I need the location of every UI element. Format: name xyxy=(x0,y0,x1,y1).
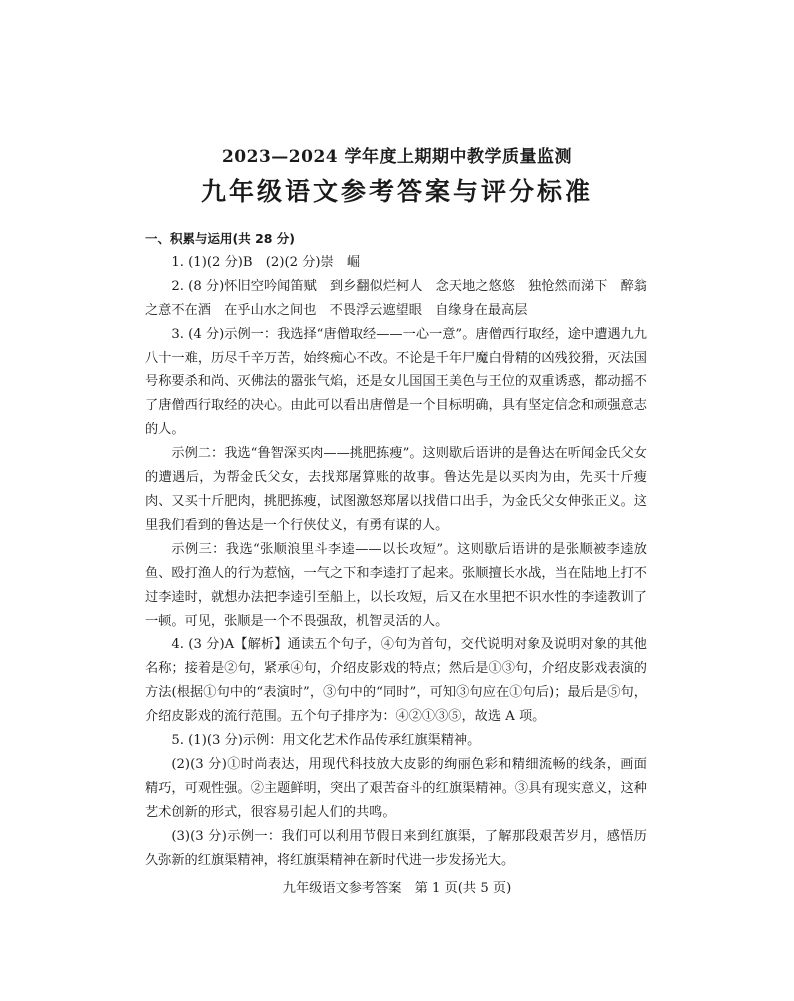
page-footer: 九年级语文参考答案 第 1 页(共 5 页) xyxy=(282,881,512,896)
answer-q5-2: (2)(3 分)①时尚表达，用现代科技放大皮影的绚丽色彩和精细流畅的线条，画面精巧，可观性强。②主题鲜明，突出了艰苦奋斗的红旗渠精神。③具有现实意义，这种艺术创新的形式，很容易引起人们的共鸣。 xyxy=(145,756,647,820)
answer-q1: 1. (1)(2 分)B (2)(2 分)崇 崛 xyxy=(171,254,361,270)
answer-body xyxy=(145,227,647,872)
answer-q5-3: (3)(3 分)示例一：我们可以利用节假日来到红旗渠，了解那段艰苦岁月，感悟历久弥新的红旗渠精神，将红旗渠精神在新时代进一步发扬光大。 xyxy=(145,828,647,868)
document-title: 九年级语文参考答案与评分标准 xyxy=(200,177,593,206)
section-heading: 一、积累与运用(共 28 分) xyxy=(145,231,296,246)
answer-q5-1: 5. (1)(3 分)示例：用文化艺术作品传承红旗渠精神。 xyxy=(171,733,481,749)
answer-q2: 2. (8 分)怀旧空吟闻笛赋 到乡翻似烂柯人 念天地之悠悠 独怆然而涕下 醉翁之意不在酒 在乎山水之间也 不畏浮云遮望眼 自缘身在最高层 xyxy=(145,278,647,318)
answer-q4: 4. (3 分)A【解析】通读五个句子，④句为首句，交代说明对象及说明对象的其他名称；接着是②句，紧承④句，介绍皮影戏的特点；然后是①③句，介绍皮影戏表演的方法(根据①句中的“表演时”，③句中的“同时”，可知③句应在①句后)；最后是⑤句，介绍皮影戏的流行范围。五个句子排序为：④②①③⑤，故选 A 项。 xyxy=(145,637,647,725)
answer-q3-example2: 示例二：我选“鲁智深买肉——挑肥拣瘦”。这则歇后语讲的是鲁达在听闻金氏父女的遭遇后，为帮金氏父女，去找郑屠算账的故事。鲁达先是以买肉为由，先买十斤瘦肉、又买十斤肥肉，挑肥拣瘦，试图激怒郑屠以找借口出手，为金氏父女伸张正义。这里我们看到的鲁达是一个行侠仗义，有勇有谋的人。 xyxy=(145,446,647,533)
answer-q3-example3: 示例三：我选“张顺浪里斗李逵——以长攻短”。这则歇后语讲的是张顺被李逵放鱼、殴打渔人的行为惹恼，一气之下和李逵打了起来。张顺擅长水战，当在陆地上打不过李逵时，就想办法把李逵引至船上，以长攻短，后又在水里把不识水性的李逵教训了一顿。可见，张顺是一个不畏强敌，机智灵活的人。 xyxy=(145,541,647,629)
exam-title: 2023—2024 学年度上期期中教学质量监测 xyxy=(221,147,573,167)
answer-q3-example1: 3. (4 分)示例一：我选择“唐僧取经——一心一意”。唐僧西行取经，途中遭遇九九八十一难，历尽千辛万苦，始终痴心不改。不论是千年尸魔白骨精的凶残狡猾，灭法国号称要杀和尚、灭佛法的嚣张气焰，还是女儿国国王美色与王位的双重诱惑，都动摇不了唐僧西行取经的决心。由此可以看出唐僧是一个目标明确，具有坚定信念和顽强意志的人。 xyxy=(145,326,647,438)
